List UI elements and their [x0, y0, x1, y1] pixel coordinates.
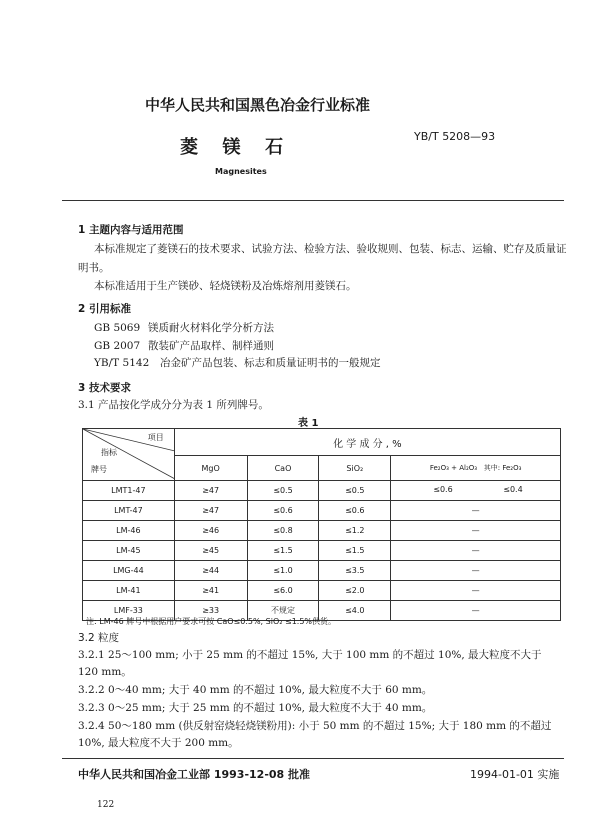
cell-fe-al: — [391, 581, 561, 601]
col-header-mgo: MgO [174, 456, 247, 481]
cell-sio2: ≤0.5 [319, 481, 391, 501]
clause-3-2-2: 3.2.2 0～40 mm; 大于 40 mm 的不超过 10%, 最大粒度不大于 60 mm。 [78, 684, 433, 696]
cell-sio2: ≤2.0 [319, 581, 391, 601]
effective-date: 1994-01-01 实施 [470, 768, 560, 781]
cell-cao: ≤0.8 [247, 521, 319, 541]
cell-cao: ≤6.0 [247, 581, 319, 601]
cell-grade: LM-46 [83, 521, 175, 541]
table-row [83, 561, 561, 581]
table-note: 注: LM-46 牌号中根据用户要求可按 CaO≤0.5%, SiO₂ ≤1.5%供货。 [86, 617, 337, 626]
table-caption: 表 1 [298, 418, 319, 429]
chemical-composition-table [82, 428, 561, 621]
ref-code: GB 2007 [94, 340, 141, 352]
clause-3-2: 3.2 粒度 [78, 632, 120, 644]
cell-grade: LM-41 [83, 581, 175, 601]
cell-fe-al: — [391, 561, 561, 581]
page-number: 122 [97, 800, 115, 810]
ref-name: 镁质耐火材料化学分析方法 [148, 322, 274, 334]
ref-code: GB 5069 [94, 322, 141, 334]
approval-statement: 中华人民共和国冶金工业部 1993-12-08 批准 [78, 768, 311, 781]
section-2-heading: 2 引用标准 [78, 303, 131, 315]
english-title: Magnesites [215, 167, 267, 176]
cell-sio2: ≤1.2 [319, 521, 391, 541]
cell-grade: LM-45 [83, 541, 175, 561]
cell-mgo: ≥44 [174, 561, 247, 581]
section-1-heading: 1 主题内容与适用范围 [78, 224, 184, 236]
section-3-heading: 3 技术要求 [78, 382, 131, 394]
table-row [83, 521, 561, 541]
standard-number: YB/T 5208—93 [414, 130, 496, 143]
header-chemical-composition: 化 学 成 分 , % [174, 429, 560, 456]
cell-cao: ≤0.6 [247, 501, 319, 521]
table-row [83, 581, 561, 601]
cell-mgo: ≥47 [174, 481, 247, 501]
col-header-cao: CaO [247, 456, 319, 481]
cell-grade: LMF-33 [83, 601, 175, 621]
col-header-fe2o3-al2o3: Fe₂O₃ + Al₂O₃ 其中: Fe₂O₃ [391, 456, 561, 481]
cell-fe2o3-al2o3-value: ≤0.6 [433, 485, 453, 494]
cell-mgo: ≥33 [174, 601, 247, 621]
cell-fe-al: — [391, 521, 561, 541]
header-item-label: 项目 [147, 433, 164, 442]
document-title: 菱 镁 石 [180, 137, 288, 158]
cell-mgo: ≥46 [174, 521, 247, 541]
cell-fe-al: — [391, 601, 561, 621]
section-1-para-2: 本标准适用于生产镁砂、轻烧镁粉及冶炼熔剂用菱镁石。 [94, 280, 357, 292]
cell-fe-al: — [391, 501, 561, 521]
ref-code: YB/T 5142 [94, 357, 150, 369]
cell-fe-al: — [391, 541, 561, 561]
cell-sio2: ≤1.5 [319, 541, 391, 561]
header-grade-label: 牌号 [91, 465, 107, 474]
col-header-sio2: SiO₂ [319, 456, 391, 481]
clause-3-2-3: 3.2.3 0～25 mm; 大于 25 mm 的不超过 10%, 最大粒度不大于 40 mm。 [78, 702, 433, 714]
header-rule [62, 200, 564, 201]
cell-cao: ≤1.0 [247, 561, 319, 581]
cell-grade: LMT-47 [83, 501, 175, 521]
cell-mgo: ≥41 [174, 581, 247, 601]
clause-3-2-1: 3.2.1 25～100 mm; 小于 25 mm 的不超过 15%, 大于 100 mm 的不超过 10%, 最大粒度不大于 [78, 649, 542, 661]
issuing-agency: 中华人民共和国黑色冶金行业标准 [145, 96, 371, 114]
header-index-label: 指标 [101, 448, 117, 457]
ref-name: 散装矿产品取样、制样通则 [148, 340, 274, 352]
section-1-para-1-cont: 明书。 [78, 262, 110, 274]
cell-cao: 不规定 [247, 601, 319, 621]
cell-fe-al [391, 481, 561, 501]
table-row [83, 541, 561, 561]
table-corner-header [83, 429, 175, 481]
cell-sio2: ≤3.5 [319, 561, 391, 581]
cell-cao: ≤0.5 [247, 481, 319, 501]
clause-3-2-1-cont: 120 mm。 [78, 666, 132, 678]
clause-3-2-4: 3.2.4 50～180 mm (供反射窑烧轻烧镁粉用): 小于 50 mm 的不超过 15%; 大于 180 mm 的不超过 [78, 720, 552, 732]
ref-name: 冶金矿产品包装、标志和质量证明书的一般规定 [160, 357, 381, 369]
clause-3-1: 3.1 产品按化学成分分为表 1 所列牌号。 [78, 399, 269, 411]
cell-fe2o3-value: ≤0.4 [503, 485, 523, 494]
cell-grade: LMG-44 [83, 561, 175, 581]
cell-sio2: ≤4.0 [319, 601, 391, 621]
cell-cao: ≤1.5 [247, 541, 319, 561]
table-row [83, 481, 561, 501]
cell-sio2: ≤0.6 [319, 501, 391, 521]
cell-mgo: ≥45 [174, 541, 247, 561]
section-1-para-1: 本标准规定了菱镁石的技术要求、试验方法、检验方法、验收规则、包装、标志、运输、贮存及质量证 [94, 243, 567, 255]
cell-mgo: ≥47 [174, 501, 247, 521]
clause-3-2-4-cont: 10%, 最大粒度不大于 200 mm。 [78, 737, 239, 749]
table-row [83, 501, 561, 521]
cell-grade: LMT1-47 [83, 481, 175, 501]
footer-rule [62, 758, 564, 759]
